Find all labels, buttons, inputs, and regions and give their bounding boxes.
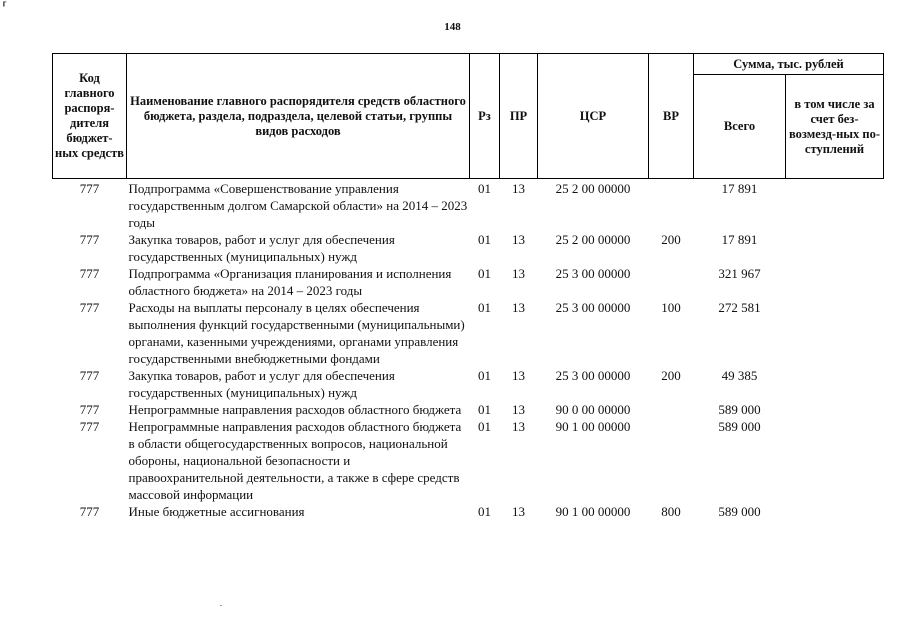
cell-pr: 13	[512, 504, 525, 519]
cell-grants	[786, 418, 884, 503]
cell-name: Подпрограмма «Организация планирования и исполнения областного бюджета» на 2014 – 2023 годы	[128, 266, 452, 298]
cell-total: 49 385	[721, 368, 758, 383]
header-code: Код главного распоря-дителя бюджет-ных средств	[53, 54, 127, 179]
cell-pr: 13	[512, 419, 525, 434]
cell-pr: 13	[512, 402, 525, 417]
cell-grants	[786, 231, 884, 265]
table-body	[53, 179, 884, 521]
cell-csr: 25 3 00 00000	[555, 266, 631, 281]
cell-vr: 800	[661, 504, 681, 519]
cell-rz: 01	[478, 266, 491, 281]
table-row	[53, 231, 884, 265]
cell-vr	[649, 265, 694, 299]
cell-code: 777	[79, 504, 100, 519]
cell-name: Иные бюджетные ассигнования	[128, 504, 305, 519]
cell-code: 777	[79, 368, 100, 383]
cell-code: 777	[79, 181, 100, 196]
header-csr: ЦСР	[538, 54, 649, 179]
cell-csr: 25 2 00 00000	[555, 181, 631, 196]
cell-grants	[786, 299, 884, 367]
table-row	[53, 179, 884, 232]
header-rz: Рз	[470, 54, 500, 179]
cell-name: Расходы на выплаты персоналу в целях обеспечения выполнения функций государственными (муниципальными) органами, казенными учреждениями, органами управления государственными внебюджетными фондами	[128, 300, 465, 366]
cell-total: 17 891	[721, 181, 758, 196]
cell-total: 321 967	[718, 266, 761, 281]
cell-name: Непрограммные направления расходов областного бюджета	[128, 402, 462, 417]
cell-name: Закупка товаров, работ и услуг для обеспечения государственных (муниципальных) нужд	[128, 232, 395, 264]
cell-total: 589 000	[718, 504, 761, 519]
scan-artifact	[220, 605, 222, 606]
cell-rz: 01	[478, 368, 491, 383]
cell-name: Подпрограмма «Совершенствование управления государственным долгом Самарской области» на 2014 – 2023 годы	[128, 181, 468, 230]
cell-vr	[649, 418, 694, 503]
cell-code: 777	[79, 402, 100, 417]
table-row	[53, 503, 884, 520]
header-name: Наименование главного распорядителя средств областного бюджета, раздела, подраздела, целевой статьи, группы видов расходов	[127, 54, 470, 179]
cell-pr: 13	[512, 368, 525, 383]
header-total: Всего	[694, 75, 786, 179]
header-sum: Сумма, тыс. рублей	[694, 54, 884, 75]
cell-rz: 01	[478, 402, 491, 417]
cell-total: 589 000	[718, 402, 761, 417]
cell-total: 589 000	[718, 419, 761, 434]
cell-rz: 01	[478, 181, 491, 196]
page-number: 148	[444, 21, 461, 33]
header-pr: ПР	[500, 54, 538, 179]
cell-csr: 90 1 00 00000	[555, 504, 631, 519]
cell-csr: 90 0 00 00000	[555, 402, 631, 417]
cell-grants	[786, 367, 884, 401]
cell-pr: 13	[512, 181, 525, 196]
cell-code: 777	[79, 419, 100, 434]
cell-name: Непрограммные направления расходов областного бюджета в области общегосударственных вопросов, национальной обороны, национальной безопасности и правоохранительной деятельности, а также в сфере средств массовой информации	[128, 419, 462, 502]
cell-vr: 200	[661, 368, 681, 383]
cell-vr	[649, 401, 694, 418]
scan-corner-mark: ⸢	[2, 1, 8, 16]
header-vr: ВР	[649, 54, 694, 179]
cell-grants	[786, 401, 884, 418]
table-row	[53, 265, 884, 299]
budget-table	[52, 53, 884, 520]
table-row	[53, 299, 884, 367]
cell-grants	[786, 265, 884, 299]
cell-rz: 01	[478, 300, 491, 315]
cell-code: 777	[79, 266, 100, 281]
cell-code: 777	[79, 232, 100, 247]
cell-pr: 13	[512, 232, 525, 247]
cell-rz: 01	[478, 419, 491, 434]
header-grants: в том числе за счет без-возмезд-ных по-ступлений	[786, 75, 884, 179]
cell-pr: 13	[512, 300, 525, 315]
cell-rz: 01	[478, 232, 491, 247]
cell-vr: 200	[661, 232, 681, 247]
cell-total: 17 891	[721, 232, 758, 247]
cell-csr: 25 3 00 00000	[555, 368, 631, 383]
table-row	[53, 367, 884, 401]
table-row	[53, 418, 884, 503]
cell-csr: 25 2 00 00000	[555, 232, 631, 247]
cell-csr: 25 3 00 00000	[555, 300, 631, 315]
cell-vr: 100	[661, 300, 681, 315]
cell-csr: 90 1 00 00000	[555, 419, 631, 434]
cell-pr: 13	[512, 266, 525, 281]
cell-rz: 01	[478, 504, 491, 519]
cell-total: 272 581	[718, 300, 761, 315]
table-row	[53, 401, 884, 418]
cell-name: Закупка товаров, работ и услуг для обеспечения государственных (муниципальных) нужд	[128, 368, 395, 400]
cell-grants	[786, 503, 884, 520]
cell-vr	[649, 179, 694, 232]
cell-code: 777	[79, 300, 100, 315]
cell-grants	[786, 179, 884, 232]
